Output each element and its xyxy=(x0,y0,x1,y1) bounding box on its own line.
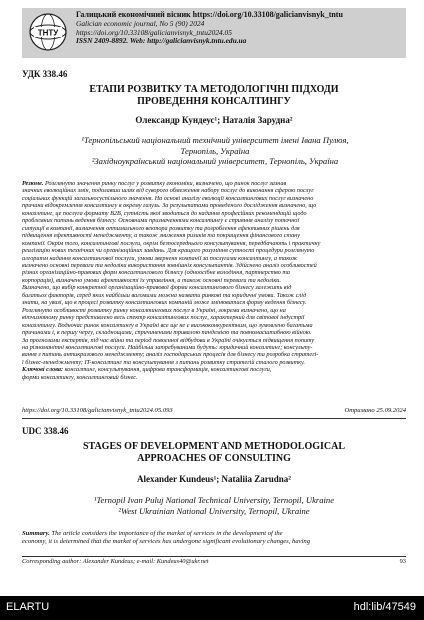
abstract-ua-line xyxy=(22,299,406,306)
udc-en: UDC 338.46 xyxy=(22,426,69,436)
journal-title-ua: Галицький економічний вісник https://doi.org/10.33108/galicianvisnyk_tntu xyxy=(76,10,343,19)
abstract-ua-line xyxy=(22,240,406,247)
handle-id: hdl:lib/47549 xyxy=(353,601,416,613)
affiliation-en-2: ²West Ukrainian National University, Ternopil, Ukraine xyxy=(118,505,310,516)
abstract-ua-line xyxy=(22,210,406,217)
article-title-en xyxy=(22,441,406,465)
abstract-ua-line xyxy=(22,277,406,284)
keywords-ua-lead: Ключові слова: xyxy=(22,366,64,374)
journal-header-text xyxy=(76,11,406,46)
abstract-ua-line xyxy=(22,187,406,194)
abstract-ua-line xyxy=(22,180,406,187)
abstract-ua-line-text: ї бізнес-менеджменту; IT-консалтинг та консультування з питань розвитку стратегій сталого розвитку. xyxy=(22,358,305,366)
abstract-ua-line-text: консалтингу. Водночас ринок консалтингу в Україні все ще не є висококонкурентним, що зумовлено багатьма xyxy=(22,321,313,329)
udc-ua: УДК 338.46 xyxy=(22,69,68,79)
abstract-ua-line-text: вітчизняному ринку представлено весь спектр консалтингових послуг, характерний для світової індустрії xyxy=(22,314,305,322)
abstract-ua-line xyxy=(22,217,406,224)
abstract-ua-line xyxy=(22,232,406,239)
summary-en-lead: Summary. xyxy=(22,530,50,537)
keywords-ua-line1: консалтинг, консультування, цифрова трансформація, консалтингові послуги, xyxy=(64,366,272,374)
abstract-ua-lead: Резюме. xyxy=(22,180,44,187)
journal-logo-icon xyxy=(28,12,68,52)
abstract-ua-line xyxy=(22,202,406,209)
repository-bar xyxy=(0,596,424,620)
abstract-ua-line-text: підвищення ефективності менеджменту, а також зниження ризиків та покращення фінансового стану xyxy=(22,232,300,240)
keywords-ua-line2: форми консалтингу, консалтинговий бізнес. xyxy=(22,373,138,381)
doi-row xyxy=(22,407,406,414)
abstract-ua-line-text: корпорація), визначено умови ефективності їх управління, а також основні переваги та недоліки. xyxy=(22,276,281,284)
summary-en-line2: economy, it is determined that the market of services has undergone significant evolutionary changes, having xyxy=(22,538,310,545)
affiliation-ua-2: ²Західноукраїнський національний університет, Тернопіль, Україна xyxy=(91,156,339,167)
abstract-ua-line-text: причинами і, в першу чергу, складнощами, спричиненими тривалою пандемією та повномасштабною війною. xyxy=(22,329,312,337)
keywords-ua xyxy=(22,366,406,373)
abstract-ua xyxy=(22,180,406,381)
journal-issue-doi: https://doi.org/10.33108/galicianvisnyk_tntu2024.05 xyxy=(76,27,232,37)
abstract-ua-line-text: на різноманітні консалтингові послуги. Найбільш затребуваними будуть: юридичний консалтинг; консульту- xyxy=(22,343,313,351)
article-doi: https://doi.org/10.33108/galicianvisnyk_tntu2024.05.093 xyxy=(22,407,173,414)
abstract-ua-line xyxy=(22,247,406,254)
affiliation-en-1: ¹Ternopil Ivan Puluj National Technical University, Ternopil, Ukraine xyxy=(93,495,335,505)
summary-en-line1: The article considers the importance of the market of services in the development of the xyxy=(51,530,283,537)
footer-row xyxy=(22,558,406,565)
abstract-ua-line xyxy=(22,284,406,291)
abstract-ua-line xyxy=(22,262,406,269)
abstract-ua-line-text: визначено основні переваги та недоліки використання зовнішніх консультантів. Здійснено аналіз особливостей xyxy=(22,261,317,269)
abstract-ua-line-text: різних організаційно-правових форм консалтингового бізнесу (одноосібне володіння, партнерство та xyxy=(22,269,290,277)
abstract-ua-line xyxy=(22,292,406,299)
abstract-ua-line-text: компанії. Окрім того, консалтингові послуги, окрім безпосереднього консультування, передбачають і практичну xyxy=(22,239,321,247)
abstract-ua-line-text: знати, на увазі, що в процесі розвитку консалтингових компаній може змінюватися форму ведення бізнесу. xyxy=(22,299,307,307)
abstract-ua-line xyxy=(22,269,406,276)
affiliations-ua xyxy=(50,135,380,167)
title-en-line2: APPROACHES OF CONSULTING xyxy=(137,453,291,464)
received-date: Отримано 25.09.2024 xyxy=(344,407,406,414)
abstract-ua-line xyxy=(22,329,406,336)
abstract-ua-line-text: багатьох факторів, серед яких найбільш вагомими можна назвати ринкові та юридичні умови. Також слід xyxy=(22,291,307,299)
repository-name: ELARTU xyxy=(6,601,50,613)
abstract-ua-line-text: значних еволюційних змін, подолавши шлях від суворого обмеження набору послуг до виконання сферою послуг xyxy=(22,187,314,195)
affiliations-en xyxy=(22,495,406,516)
abstract-ua-line xyxy=(22,255,406,262)
authors-en: Alexander Kundeus¹; Nataliia Zarudna² xyxy=(136,474,291,484)
journal-issn-web: ISSN 2409-8892. Web: http://galicianvisnyk.tntu.edu.ua xyxy=(76,36,247,46)
authors-ua: Олександр Кундеус¹; Наталія Зарудна² xyxy=(135,115,293,125)
abstract-ua-line xyxy=(22,307,406,314)
logo-text: ТНТУ xyxy=(37,28,59,38)
title-en-line1: STAGES OF DEVELOPMENT AND METHODOLOGICAL xyxy=(82,441,346,452)
section-divider xyxy=(22,418,406,419)
abstract-ua-line-text: алгоритм надання консалтингової послуги, умови зверненн компанії за послугами консалтингу, а також xyxy=(22,254,298,262)
abstract-ua-line xyxy=(22,351,406,358)
abstract-ua-line-text: Розглянуто значення ринку послуг у розвитку економіки, визначено, що ринок послуг зазнав xyxy=(45,180,287,187)
article-title-ua xyxy=(22,84,406,108)
abstract-ua-line-text: Розглянуто особливості розвитку ринку консалтингових послуг в Україні, зокрема визначено, що на xyxy=(22,306,286,314)
abstract-ua-line-text: консалтинг, це послуга формату B2B, сутність якої зводиться до надання професійних рекомендацій щодо xyxy=(22,209,307,217)
abstract-ua-line-text: соціальних функцій загальносуспільного значення. На основі аналізу еволюції консалтингових послуг визначено xyxy=(22,194,314,202)
footer-divider xyxy=(22,556,406,557)
abstract-ua-line-text: ситуації в компанії, визначення оптимального вектора розвитку та розроблення ефективних рішень для xyxy=(22,224,300,232)
abstract-ua-line xyxy=(22,195,406,202)
abstract-ua-line xyxy=(22,314,406,321)
abstract-ua-line-text: реалізацію нових технічних чи організаційних завдань. Для кращого розуміння сутності процедури розглянуто xyxy=(22,247,315,255)
abstract-ua-line xyxy=(22,322,406,329)
abstract-ua-line-text: причини відокремлення консалтингу в окрему галузь. За результатами проведеного дослідження визначено, що xyxy=(22,202,317,210)
abstract-ua-lines xyxy=(22,180,406,366)
page-number: 93 xyxy=(399,558,406,565)
corresponding-author: Corresponding author: Alexander Kundeus; e-mail: Kundeus40@ukr.net xyxy=(22,558,209,565)
affiliation-ua-1-line2: Тернопіль, Україна xyxy=(180,145,250,156)
title-ua-line2: ПРОВЕДЕННЯ КОНСАЛТИНГУ xyxy=(137,96,291,107)
abstract-ua-line-text: За прогнозами експертів, під час війни та період повоєнної відбудови в Україні очікується підвищення попиту xyxy=(22,336,315,344)
abstract-ua-line xyxy=(22,344,406,351)
abstract-ua-line-text: проблемних питань ведення бізнесу. Основними призначеннями консалтингу є сприяння аналізу поточної xyxy=(22,217,300,225)
journal-title-en: Galician economic journal, No 5 (90) 2024 xyxy=(76,18,205,28)
abstract-ua-line xyxy=(22,337,406,344)
abstract-ua-line-text: вання з питань антикризового менеджменту; аналіз господарських процесів для бізнесу та розробка стратегі- xyxy=(22,351,319,359)
abstract-ua-line-text: Визначено, що вибір конкретної організаційно-правової форми консалтингового бізнесу залежить від xyxy=(22,284,292,292)
abstract-ua-line xyxy=(22,359,406,366)
affiliation-ua-1-line1: ¹Тернопільський національний технічний університет імені Івана Пулюя, xyxy=(81,135,349,145)
abstract-ua-line xyxy=(22,225,406,232)
title-ua-line1: ЕТАПИ РОЗВИТКУ ТА МЕТОДОЛОГІЧНІ ПІДХОДИ xyxy=(89,84,339,95)
summary-en xyxy=(22,530,406,546)
